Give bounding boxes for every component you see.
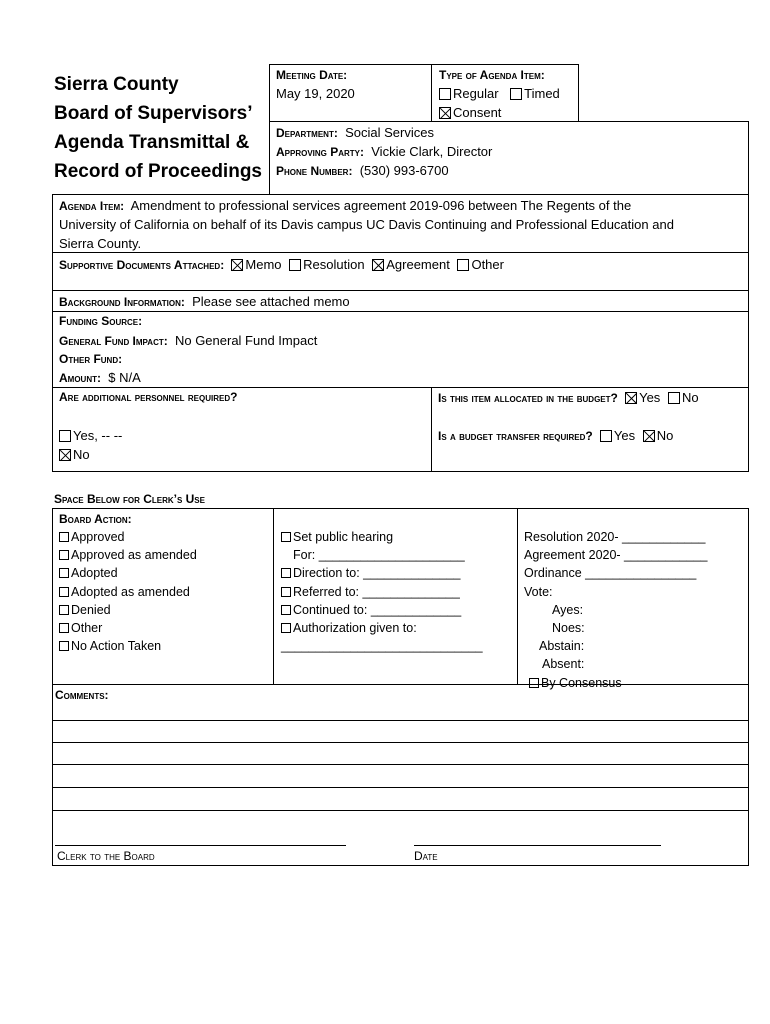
comment-line[interactable] <box>52 787 749 788</box>
clerk-right-column <box>524 528 707 692</box>
agenda-item-text-3: Sierra County. <box>59 236 142 251</box>
divider <box>52 311 749 312</box>
agenda-item-text-2: University of California on behalf of its Davis campus UC Davis Continuing and Professional Education and <box>59 217 674 232</box>
title-line-4: Record of Proceedings <box>54 161 262 182</box>
action-checkbox[interactable] <box>59 587 69 597</box>
public-hearing-checkbox[interactable] <box>281 532 291 542</box>
referred-checkbox[interactable] <box>281 587 291 597</box>
consensus-label: By Consensus <box>541 675 622 690</box>
budget-transfer-yes-label: Yes <box>613 428 636 443</box>
clerk-use-label: Space Below for Clerk’s Use <box>54 492 205 506</box>
comment-line[interactable] <box>52 742 749 743</box>
action-approved[interactable] <box>59 528 197 546</box>
resolution-label: Resolution <box>303 257 365 272</box>
other-checkbox[interactable] <box>457 259 469 271</box>
resolution-number-line: Resolution 2020- ____________ <box>524 530 706 544</box>
budget-allocated-yes-checkbox[interactable] <box>625 392 637 404</box>
agenda-type-label: Type of Agenda Item: <box>439 68 545 82</box>
action-adopted-as-amended[interactable] <box>59 583 197 601</box>
general-fund-value: No General Fund Impact <box>174 333 318 348</box>
action-label: Approved as amended <box>71 548 197 563</box>
agreement-number-line: Agreement 2020- ____________ <box>524 548 708 563</box>
action-checkbox[interactable] <box>59 532 69 542</box>
budget-allocated-no-checkbox[interactable] <box>668 392 680 404</box>
budget-transfer-yes-checkbox[interactable] <box>600 430 612 442</box>
comment-line[interactable] <box>52 720 749 721</box>
agreement-checkbox[interactable] <box>372 259 384 271</box>
budget-transfer-row <box>438 427 673 445</box>
budget-allocated-row <box>438 389 699 407</box>
other-label: Other <box>471 257 504 272</box>
public-hearing-label: Set public hearing <box>293 530 394 544</box>
referred-label: Referred to: ______________ <box>293 584 460 599</box>
approving-party-value: Vickie Clark, Director <box>371 144 493 159</box>
direction-option[interactable] <box>281 564 483 582</box>
action-label: Adopted as amended <box>71 584 190 599</box>
consent-row <box>439 104 501 122</box>
ayes-label: Ayes: <box>552 602 584 617</box>
ordinance-number-line: Ordinance ________________ <box>524 566 697 581</box>
agenda-item-label: Agenda Item: <box>59 199 125 213</box>
consensus-checkbox[interactable] <box>529 678 539 688</box>
personnel-no-checkbox[interactable] <box>59 449 71 461</box>
referred-option[interactable] <box>281 583 483 601</box>
approving-party-row <box>276 143 492 161</box>
divider <box>431 387 432 472</box>
clerk-to-board-label: Clerk to the Board <box>57 849 155 863</box>
action-checkbox[interactable] <box>59 623 69 633</box>
clerk-signature-line[interactable] <box>55 845 346 846</box>
action-other[interactable] <box>59 619 197 637</box>
funding-source-label: Funding Source: <box>59 314 143 328</box>
background-value: Please see attached memo <box>192 294 350 309</box>
supportive-docs-label: Supportive Documents Attached: <box>59 258 225 272</box>
action-label: Other <box>71 621 103 636</box>
meeting-date-label: Meeting Date: <box>276 68 348 82</box>
divider <box>517 508 518 684</box>
public-hearing-option[interactable] <box>281 528 483 546</box>
hearing-for-line: For: _____________________ <box>293 548 465 563</box>
department-row <box>276 124 434 142</box>
regular-label: Regular <box>453 86 499 101</box>
general-fund-row <box>59 332 317 350</box>
consensus-option[interactable] <box>524 674 707 692</box>
comments-label: Comments: <box>55 688 109 702</box>
department-label: Department: <box>276 126 338 140</box>
consent-label: Consent <box>453 105 502 120</box>
personnel-yes-row <box>59 427 122 445</box>
absent-label: Absent: <box>542 657 585 672</box>
personnel-no-label: No <box>73 447 90 462</box>
action-no-action-taken[interactable] <box>59 637 197 655</box>
abstain-label: Abstain: <box>539 639 585 654</box>
title-line-3: Agenda Transmittal & <box>54 132 250 153</box>
agreement-label: Agreement <box>386 257 450 272</box>
budget-allocated-yes-label: Yes <box>639 390 661 405</box>
phone-label: Phone Number: <box>276 164 353 178</box>
action-adopted[interactable] <box>59 564 197 582</box>
agenda-type-row <box>439 85 560 103</box>
meeting-date-value: May 19, 2020 <box>276 86 355 101</box>
timed-checkbox[interactable] <box>510 88 522 100</box>
action-label: Adopted <box>71 566 118 581</box>
personnel-no-row <box>59 446 90 464</box>
form-title <box>54 70 262 186</box>
action-checkbox[interactable] <box>59 641 69 651</box>
action-label: Approved <box>71 530 125 544</box>
personnel-yes-label: Yes, -- -- <box>73 428 123 443</box>
authorization-line: _____________________________ <box>281 639 483 654</box>
resolution-checkbox[interactable] <box>289 259 301 271</box>
background-label: Background Information: <box>59 295 185 309</box>
other-fund-label: Other Fund: <box>59 352 123 366</box>
continued-checkbox[interactable] <box>281 605 291 615</box>
regular-checkbox[interactable] <box>439 88 451 100</box>
action-label: Denied <box>71 602 111 617</box>
date-signature-line[interactable] <box>414 845 661 846</box>
department-value: Social Services <box>345 125 434 140</box>
budget-transfer-no-checkbox[interactable] <box>643 430 655 442</box>
direction-label: Direction to: ______________ <box>293 566 461 581</box>
action-checkbox[interactable] <box>59 568 69 578</box>
board-action-label: Board Action: <box>59 512 132 526</box>
budget-transfer-label: Is a budget transfer required? <box>438 429 593 443</box>
amount-value: $ N/A <box>108 370 141 385</box>
vote-label: Vote: <box>524 584 553 599</box>
amount-row <box>59 369 141 387</box>
memo-checkbox[interactable] <box>231 259 243 271</box>
divider <box>52 290 749 291</box>
consent-checkbox[interactable] <box>439 107 451 119</box>
memo-label: Memo <box>245 257 282 272</box>
phone-value: (530) 993-6700 <box>359 163 449 178</box>
authorization-option[interactable] <box>281 619 483 637</box>
noes-label: Noes: <box>552 621 585 636</box>
general-fund-label: General Fund Impact: <box>59 334 168 348</box>
title-line-1: Sierra County <box>54 74 179 95</box>
action-label: No Action Taken <box>71 639 162 654</box>
clerk-middle-column <box>281 528 483 655</box>
agenda-item-text-1: Amendment to professional services agreement 2019-096 between The Regents of the <box>130 198 632 213</box>
budget-transfer-no-label: No <box>656 428 674 443</box>
board-action-list <box>59 528 197 655</box>
approving-party-label: Approving Party: <box>276 145 365 159</box>
authorization-label: Authorization given to: <box>293 621 417 636</box>
agenda-item-line-1 <box>59 197 631 215</box>
timed-label: Timed <box>524 86 560 101</box>
action-checkbox[interactable] <box>59 605 69 615</box>
personnel-label: Are additional personnel required? <box>59 390 238 404</box>
action-denied[interactable] <box>59 601 197 619</box>
budget-allocated-no-label: No <box>681 390 699 405</box>
divider <box>52 387 749 388</box>
phone-row <box>276 162 449 180</box>
action-checkbox[interactable] <box>59 550 69 560</box>
action-approved-as-amended[interactable] <box>59 546 197 564</box>
budget-allocated-label: Is this item allocated in the budget? <box>438 391 618 405</box>
supportive-docs-row <box>59 256 504 274</box>
divider <box>273 508 274 684</box>
continued-option[interactable] <box>281 601 483 619</box>
direction-checkbox[interactable] <box>281 568 291 578</box>
authorization-checkbox[interactable] <box>281 623 291 633</box>
comment-line[interactable] <box>52 810 749 811</box>
comment-line[interactable] <box>52 764 749 765</box>
personnel-yes-checkbox[interactable] <box>59 430 71 442</box>
amount-label: Amount: <box>59 371 101 385</box>
date-label: Date <box>414 849 438 863</box>
divider <box>52 252 749 253</box>
background-row <box>59 293 350 311</box>
continued-label: Continued to: _____________ <box>293 602 462 617</box>
title-line-2: Board of Supervisors’ <box>54 103 253 124</box>
